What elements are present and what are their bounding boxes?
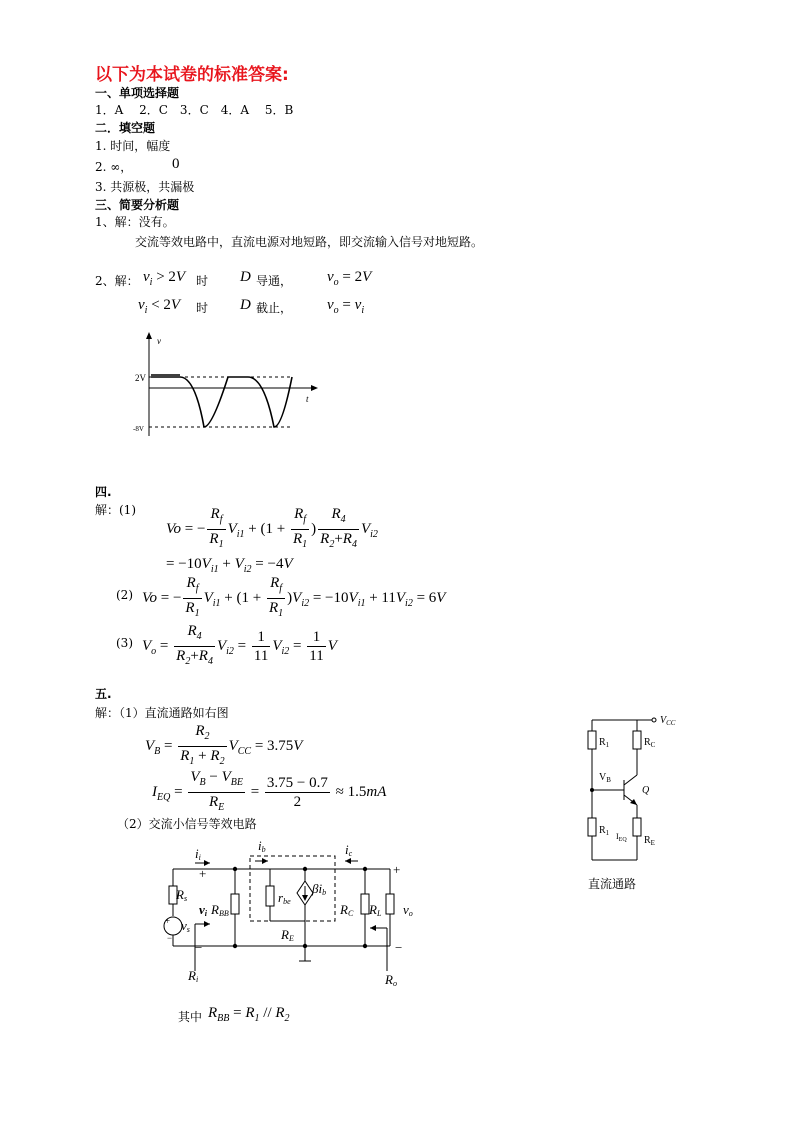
- waveform-x-label: t: [306, 394, 309, 404]
- q2-cond1-math: $v_i > 2V$: [143, 269, 186, 288]
- where-text: 其中: [178, 1010, 203, 1024]
- fill-answer-3: 3. 共源极，共漏极: [95, 180, 195, 194]
- svg-text:βib: βib: [312, 881, 327, 897]
- section-heading-fill: 二．填空题: [95, 121, 156, 135]
- svg-text:ii: ii: [195, 846, 201, 862]
- eq4-1-line2: = $-10V_{i1} + V_{i2} = -4V$: [166, 556, 293, 575]
- svg-text:vo: vo: [403, 902, 413, 918]
- svg-text:+: +: [165, 916, 171, 926]
- rbb-formula: $R_{BB} = R_1 // R_2$: [208, 1005, 290, 1024]
- analysis-q2-prefix: 2、解：: [95, 274, 139, 288]
- section4-part2: (2): [116, 588, 133, 602]
- eq5-ieq: $I_{EQ}$ = $\frac{V_B - V_{BE}}{R_E}$ = $\frac{3.75 - 0.7}{2}$ ≈ 1.5mA: [152, 769, 387, 813]
- svg-text:ib: ib: [258, 838, 266, 854]
- eq5-vb: $V_B$ = $\frac{R_2}{R_1 + R_2}$ $V_{CC} = 3.75V$: [145, 723, 303, 767]
- eq4-3: $V_o$ = $\frac{R_4}{R_2+R_4}$ $V_{i2}$ = $\frac{1}{11}$ $V_{i2}$ = $\frac{1}{11}$ V: [142, 623, 337, 667]
- svg-text:Rs: Rs: [176, 887, 188, 903]
- svg-text:R1: $R_1$: [599, 825, 610, 837]
- output-waveform: [130, 332, 320, 438]
- section-heading-4: 四.: [95, 485, 112, 499]
- q2-state1: 导通，: [256, 274, 293, 288]
- fill-answer-2-zero: 0: [172, 156, 180, 172]
- choice-answers: 1．A 2．C 3．C 4．A 5．B: [95, 103, 294, 117]
- analysis-q1-line2: 交流等效电路中，直流电源对地短路，即交流输入信号对地短路。: [135, 235, 484, 249]
- svg-text:RL: RL: [369, 902, 382, 918]
- svg-text:Q: Q: [642, 785, 650, 796]
- waveform-bottom-label: -8V: [133, 425, 144, 433]
- svg-text:Ri: Ri: [188, 968, 199, 984]
- q2-cond2-math: $v_i < 2V$: [138, 297, 181, 316]
- svg-text:−: −: [167, 933, 173, 943]
- analysis-q1-line1: 1、解：没有。: [95, 215, 175, 229]
- svg-text:R1: $R_1$: [599, 737, 610, 749]
- dc-path-circuit: [580, 705, 690, 895]
- svg-text:vi: vi: [199, 902, 208, 918]
- svg-text:+: +: [393, 862, 401, 877]
- section4-solution: 解：(1): [95, 503, 136, 517]
- svg-text:Ro: Ro: [385, 972, 397, 988]
- eq4-2: Vo = − $\frac{R_f}{R_1}$ $V_{i1} + (1$ + $\frac{R_f}{R_1}$ )$V_{i2} = -10V_{i1} + 11V_{i2} = 6V$: [142, 575, 446, 619]
- svg-text:RC: RC: [340, 902, 354, 918]
- q2-diode-2: D: [240, 297, 251, 313]
- q2-cond1-text: 时: [196, 274, 209, 288]
- svg-text:RE: RE: [281, 927, 294, 943]
- svg-text:−: −: [195, 940, 203, 955]
- q2-diode-1: D: [240, 269, 251, 285]
- svg-text:VCC: $V_{CC}$: [660, 715, 676, 727]
- dc-path-caption: 直流通路: [588, 877, 637, 891]
- q2-state2: 截止，: [256, 301, 293, 315]
- svg-text:RBB: RBB: [211, 902, 229, 918]
- fill-answer-1: 1. 时间，幅度: [95, 139, 171, 153]
- svg-text:VB: $V_B$: [599, 772, 611, 784]
- section-heading-choice: 一、单项选择题: [95, 86, 180, 100]
- small-signal-circuit: [155, 836, 425, 996]
- q2-result2: $v_o = v_i$: [327, 297, 365, 316]
- small-signal-caption: （2）交流小信号等效电路: [117, 817, 257, 831]
- svg-text:rbe: rbe: [278, 890, 291, 906]
- waveform-y-label: v: [157, 336, 161, 346]
- svg-text:+: +: [199, 866, 207, 881]
- section4-part3: (3): [116, 636, 133, 650]
- section-heading-5: 五.: [95, 687, 112, 701]
- page-title: 以下为本试卷的标准答案:: [95, 65, 289, 85]
- svg-text:RE: $R_E$: [644, 835, 655, 847]
- q2-result1: $v_o = 2V$: [327, 269, 372, 288]
- svg-text:vs: vs: [181, 918, 190, 934]
- q2-cond2-text: 时: [196, 301, 209, 315]
- svg-text:ic: ic: [345, 842, 353, 858]
- section5-solution: 解：（1）直流通路如右图: [95, 706, 229, 720]
- fill-answer-2: 2. ∞，: [95, 160, 133, 174]
- section-heading-analysis: 三、简要分析题: [95, 198, 180, 212]
- svg-text:IEQ: $I_{EQ}$: [616, 832, 627, 843]
- svg-text:−: −: [395, 940, 403, 955]
- eq4-1: Vo = − $\frac{R_f}{R_1}$ $V_{i1} + (1$ + $\frac{R_f}{R_1}$ ) $\frac{R_4}{R_2+R_4}$ $V_{i2}$: [166, 506, 378, 550]
- waveform-top-label: 2V: [135, 373, 146, 383]
- svg-text:RC: $R_C$: [644, 737, 656, 749]
